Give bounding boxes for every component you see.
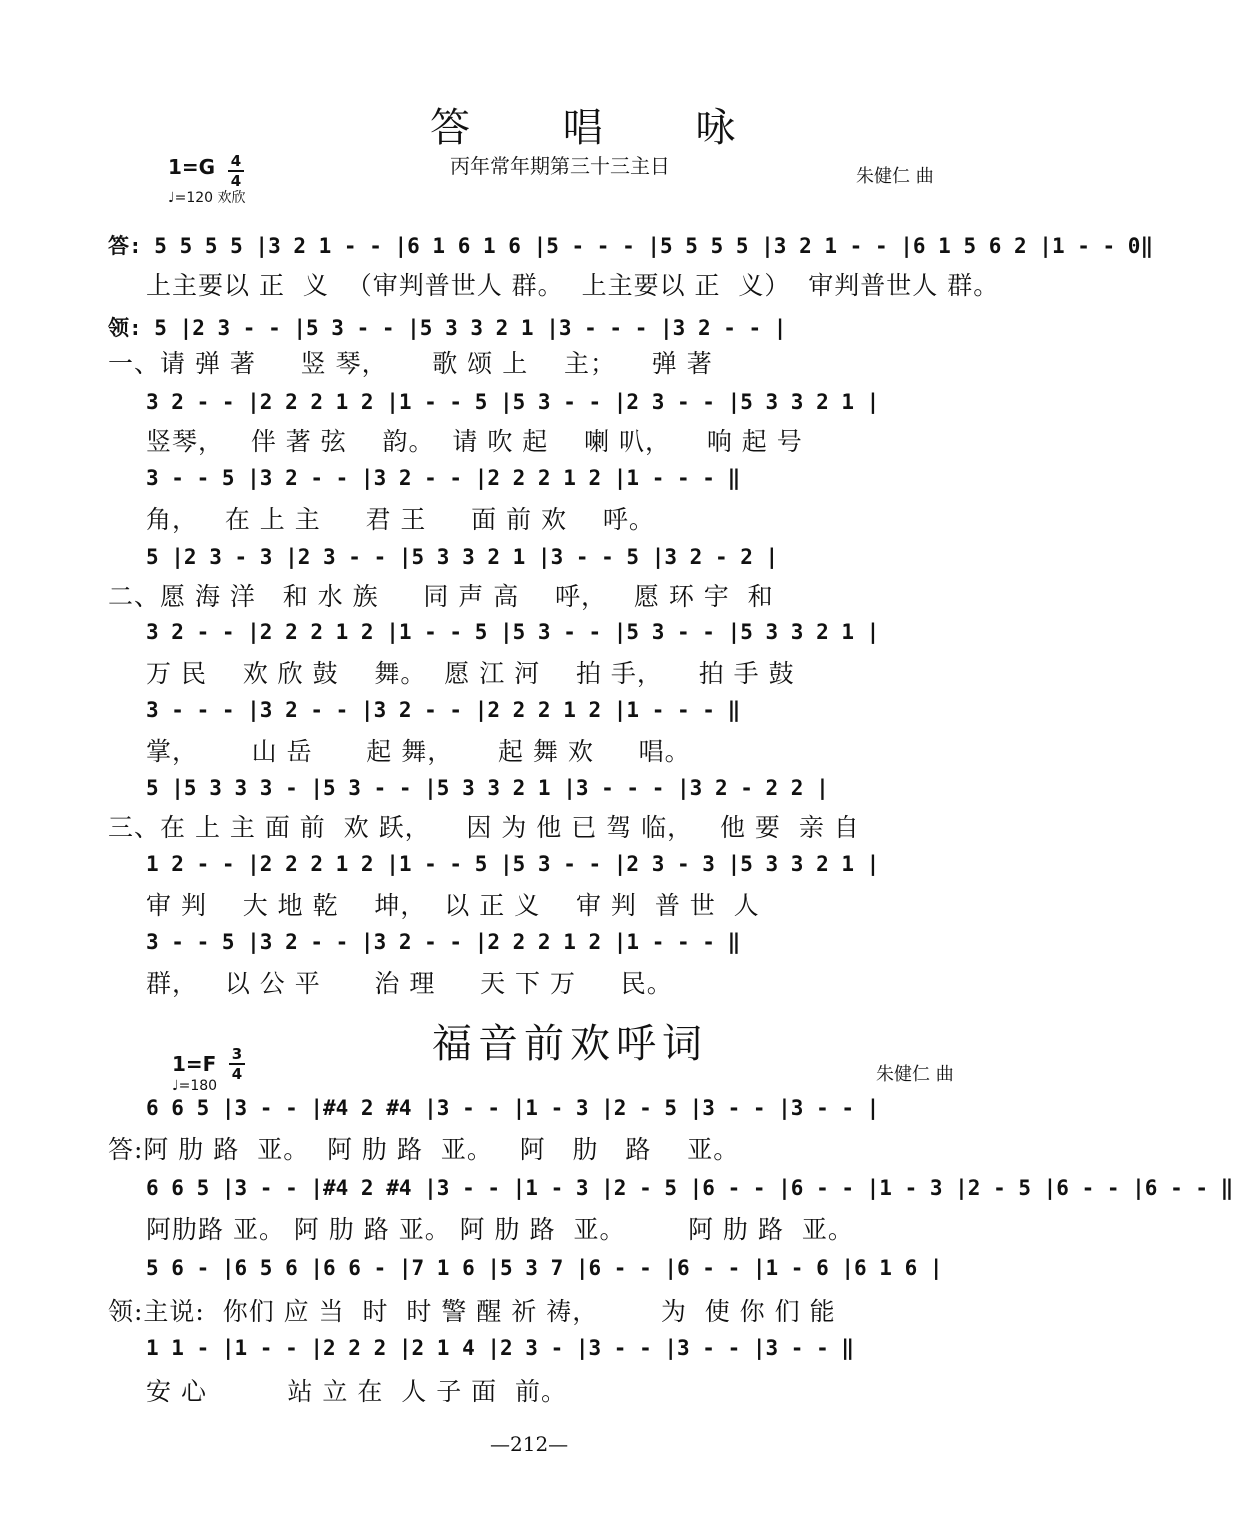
- song1-lyrics-row: 群， 以 公 平 治 理 天 下 万 民。: [146, 969, 673, 998]
- page-number: —212—: [490, 1432, 569, 1456]
- song1-notation-row: 5 |5 3 3 3 - |5 3 - - |5 3 3 2 1 |3 - - - |3 2 - 2 2 |: [146, 776, 829, 800]
- song1-time-num: 4: [230, 152, 242, 170]
- song1-lyrics-row: 掌， 山 岳 起 舞， 起 舞 欢 唱。: [146, 737, 691, 766]
- song1-key: 1=G: [168, 155, 216, 179]
- song1-lyrics-row: 上主要以 正 义 （审判普世人 群。 上主要以 正 义） 审判普世人 群。: [146, 271, 1000, 300]
- song1-notation-row: 3 2 - - |2 2 2 1 2 |1 - - 5 |5 3 - - |2 3 - - |5 3 3 2 1 |: [146, 390, 880, 414]
- song2-tempo: ♩=180: [172, 1078, 218, 1094]
- song1-notation-row: 3 - - 5 |3 2 - - |3 2 - - |2 2 2 1 2 |1 - - - ‖: [146, 466, 741, 490]
- song2-time-den: 4: [231, 1065, 243, 1083]
- song1-subtitle: 丙年常年期第三十三主日: [450, 154, 670, 178]
- song1-notation-row: 3 - - - |3 2 - - |3 2 - - |2 2 2 1 2 |1 - - - ‖: [146, 698, 741, 722]
- song2-time-signature: [229, 1046, 245, 1082]
- song1-lyrics-row: 二、愿 海 洋 和 水 族 同 声 高 呼， 愿 环 宇 和: [108, 582, 774, 611]
- song1-notation-row: 5 |2 3 - 3 |2 3 - - |5 3 3 2 1 |3 - - 5 |3 2 - 2 |: [146, 545, 779, 569]
- song1-lyrics-row: 角， 在 上 主 君 王 面 前 欢 呼。: [146, 505, 655, 534]
- song1-notation-row: 3 2 - - |2 2 2 1 2 |1 - - 5 |5 3 - - |5 3 - - |5 3 3 2 1 |: [146, 620, 880, 644]
- song1-notation-row: 答: 5 5 5 5 |3 2 1 - - |6 1 6 1 6 |5 - - - |5 5 5 5 |3 2 1 - - |6 1 5 6 2 |1 - - 0‖: [108, 234, 1154, 258]
- song2-notation-row: 6 6 5 |3 - - |#4 2 #4 |3 - - |1 - 3 |2 - 5 |3 - - |3 - - |: [146, 1096, 880, 1120]
- song1-time-den: 4: [230, 172, 242, 190]
- song1-tempo: ♩=120 欢欣: [168, 190, 246, 206]
- song1-lyrics-row: 万 民 欢 欣 鼓 舞。 愿 江 河 拍 手， 拍 手 鼓: [146, 659, 795, 688]
- song2-notation-row: 5 6 - |6 5 6 |6 6 - |7 1 6 |5 3 7 |6 - - |6 - - |1 - 6 |6 1 6 |: [146, 1256, 943, 1280]
- song1-notation-row: 领: 5 |2 3 - - |5 3 - - |5 3 3 2 1 |3 - - - |3 2 - - |: [108, 316, 787, 340]
- song1-lyrics-row: 竖琴， 伴 著 弦 韵。 请 吹 起 喇 叭， 响 起 号: [146, 427, 803, 456]
- song1-notation-row: 3 - - 5 |3 2 - - |3 2 - - |2 2 2 1 2 |1 - - - ‖: [146, 930, 741, 954]
- song2-notation-row: 6 6 5 |3 - - |#4 2 #4 |3 - - |1 - 3 |2 - 5 |6 - - |6 - - |1 - 3 |2 - 5 |6 - - |6 - - ‖: [146, 1176, 1233, 1200]
- song1-notation-row: 1 2 - - |2 2 2 1 2 |1 - - 5 |5 3 - - |2 3 - 3 |5 3 3 2 1 |: [146, 852, 880, 876]
- song1-lyrics-row: 三、在 上 主 面 前 欢 跃， 因 为 他 已 驾 临， 他 要 亲 自: [108, 813, 860, 842]
- song1-title: 答 唱 咏: [430, 105, 776, 151]
- song2-key: 1=F: [172, 1052, 217, 1076]
- song2-notation-row: 1 1 - |1 - - |2 2 2 |2 1 4 |2 3 - |3 - - |3 - - |3 - - ‖: [146, 1336, 855, 1360]
- song2-time-num: 3: [231, 1045, 243, 1063]
- song1-time-signature: [228, 153, 244, 189]
- song2-lyrics-row: 领:主说: 你们 应 当 时 时 警 醒 祈 祷， 为 使 你 们 能: [108, 1297, 836, 1326]
- song1-lyrics-row: 审 判 大 地 乾 坤， 以 正 义 审 判 普 世 人: [146, 891, 760, 920]
- song2-title: 福音前欢呼词: [432, 1021, 708, 1067]
- song2-lyrics-row: 安 心 站 立 在 人 子 面 前。: [146, 1377, 568, 1406]
- song1-lyrics-row: 一、请 弹 著 竖 琴， 歌 颂 上 主； 弹 著: [108, 349, 713, 378]
- song2-composer: 朱健仁 曲: [876, 1064, 954, 1085]
- song2-lyrics-row: 阿肋路 亚。 阿 肋 路 亚。 阿 肋 路 亚。 阿 肋 路 亚。: [146, 1215, 854, 1244]
- song1-composer: 朱健仁 曲: [856, 166, 934, 187]
- song2-lyrics-row: 答:阿 肋 路 亚。 阿 肋 路 亚。 阿 肋 路 亚。: [108, 1135, 740, 1164]
